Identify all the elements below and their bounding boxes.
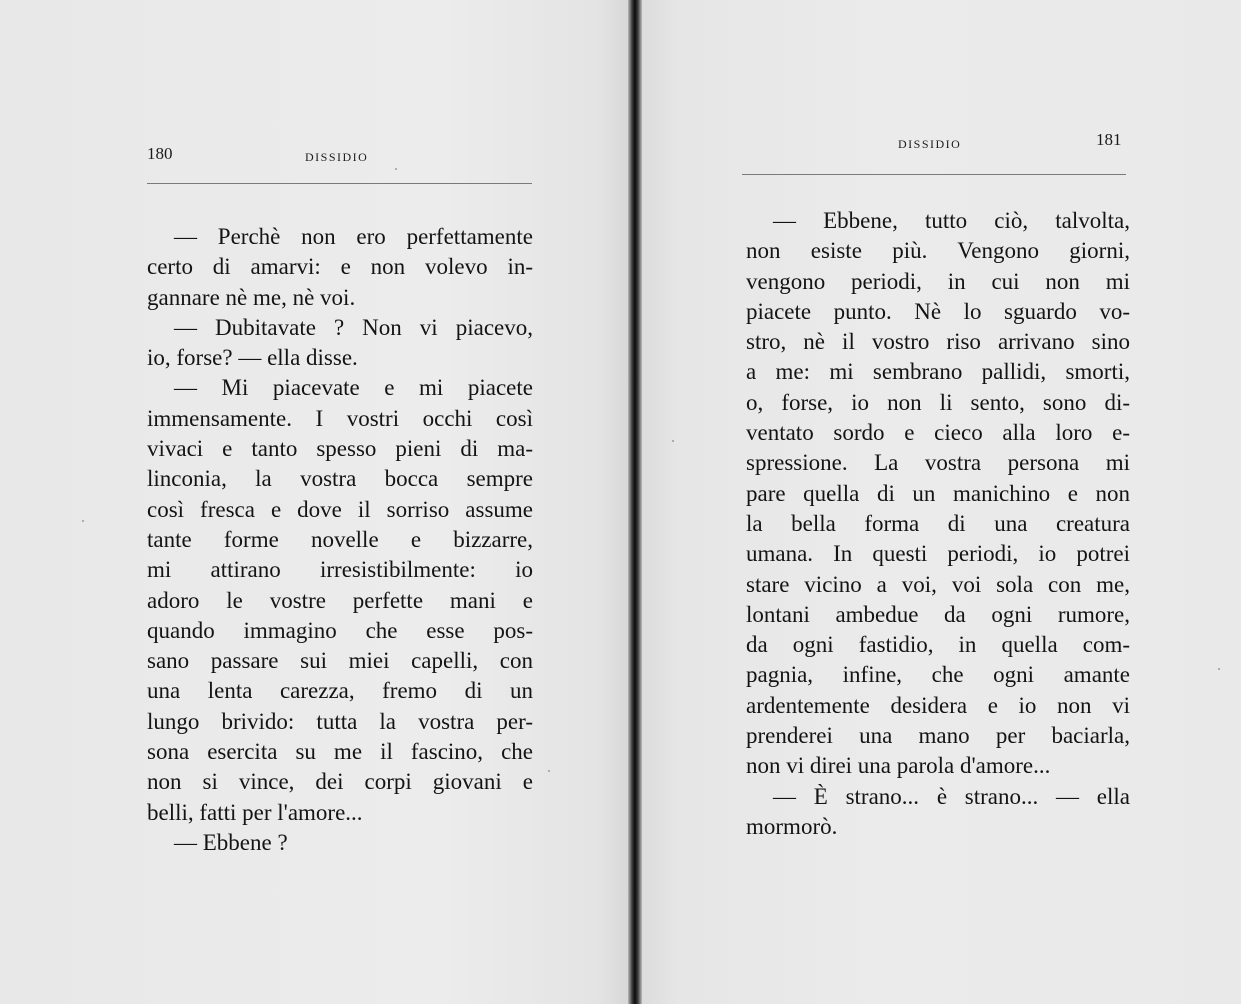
left-text-block xyxy=(147,222,533,858)
paper-speck xyxy=(672,440,674,442)
text-line: mormorò. xyxy=(746,813,838,839)
right-page-number: 181 xyxy=(1096,130,1122,149)
text-line: mi attirano irresistibilmente: io xyxy=(147,557,533,583)
text-line: una lenta carezza, fremo di un xyxy=(147,678,533,704)
paper-speck xyxy=(82,520,84,522)
text-line: prenderei una mano per baciarla, xyxy=(746,723,1130,749)
text-line: vengono periodi, in cui non mi xyxy=(746,268,1130,294)
text-line: piacete punto. Nè lo sguardo vo- xyxy=(746,298,1130,324)
text-line: — Dubitavate ? Non vi piacevo, xyxy=(174,314,533,340)
text-line: non si vince, dei corpi giovani e xyxy=(147,769,533,795)
paper-speck xyxy=(395,168,397,170)
text-line: lungo brivido: tutta la vostra per- xyxy=(147,708,533,734)
text-line: certo di amarvi: e non volevo in- xyxy=(147,254,533,280)
text-line: pare quella di un manichino e non xyxy=(746,480,1130,506)
text-line: — È strano... è strano... — ella xyxy=(773,783,1130,809)
text-line: o, forse, io non li sento, sono di- xyxy=(746,389,1130,415)
text-line: stare vicino a voi, voi sola con me, xyxy=(746,571,1130,597)
text-line: gannare nè me, nè voi. xyxy=(147,284,356,310)
right-text-block xyxy=(746,206,1130,842)
text-line: ardentemente desidera e io non vi xyxy=(746,692,1130,718)
text-line: quando immagino che esse pos- xyxy=(147,617,533,643)
text-line: umana. In questi periodi, io potrei xyxy=(746,541,1130,567)
text-line: — Ebbene, tutto ciò, talvolta, xyxy=(773,208,1130,233)
text-line: sano passare sui miei capelli, con xyxy=(147,648,533,674)
text-line: sona esercita su me il fascino, che xyxy=(147,739,533,765)
text-line: — Ebbene ? xyxy=(174,829,288,855)
text-line: immensamente. I vostri occhi così xyxy=(147,405,533,431)
text-line: non esiste più. Vengono giorni, xyxy=(746,238,1130,264)
text-line: — Perchè non ero perfettamente xyxy=(174,224,533,249)
text-line: a me: mi sembrano pallidi, smorti, xyxy=(746,359,1130,385)
paper-speck xyxy=(548,770,550,772)
right-page xyxy=(642,0,1241,1004)
text-line: linconia, la vostra bocca sempre xyxy=(147,466,533,492)
text-line: — Mi piacevate e mi piacete xyxy=(174,375,533,401)
text-line: pagnia, infine, che ogni amante xyxy=(746,662,1130,688)
text-line: da ogni fastidio, in quella com- xyxy=(746,632,1130,658)
left-running-head: DISSIDIO xyxy=(305,150,369,164)
text-line: spressione. La vostra persona mi xyxy=(746,450,1130,476)
text-line: belli, fatti per l'amore... xyxy=(147,799,363,825)
text-line: ventato sordo e cieco alla loro e- xyxy=(746,420,1130,446)
left-header-rule xyxy=(147,183,532,184)
right-running-head: DISSIDIO xyxy=(898,137,962,151)
text-line: la bella forma di una creatura xyxy=(746,510,1130,536)
text-line: io, forse? — ella disse. xyxy=(147,345,358,371)
text-line: vivaci e tanto spesso pieni di ma- xyxy=(147,436,533,462)
text-line: così fresca e dove il sorriso assume xyxy=(147,496,533,522)
text-line: tante forme novelle e bizzarre, xyxy=(147,526,533,552)
text-line: adoro le vostre perfette mani e xyxy=(147,587,533,613)
right-header-rule xyxy=(742,174,1126,175)
text-line: non vi direi una parola d'amore... xyxy=(746,753,1051,779)
text-line: lontani ambedue da ogni rumore, xyxy=(746,601,1130,627)
left-page-number: 180 xyxy=(147,144,173,163)
book-gutter xyxy=(628,0,642,1004)
text-line: stro, nè il vostro riso arrivano sino xyxy=(746,329,1130,355)
paper-speck xyxy=(1218,668,1220,670)
